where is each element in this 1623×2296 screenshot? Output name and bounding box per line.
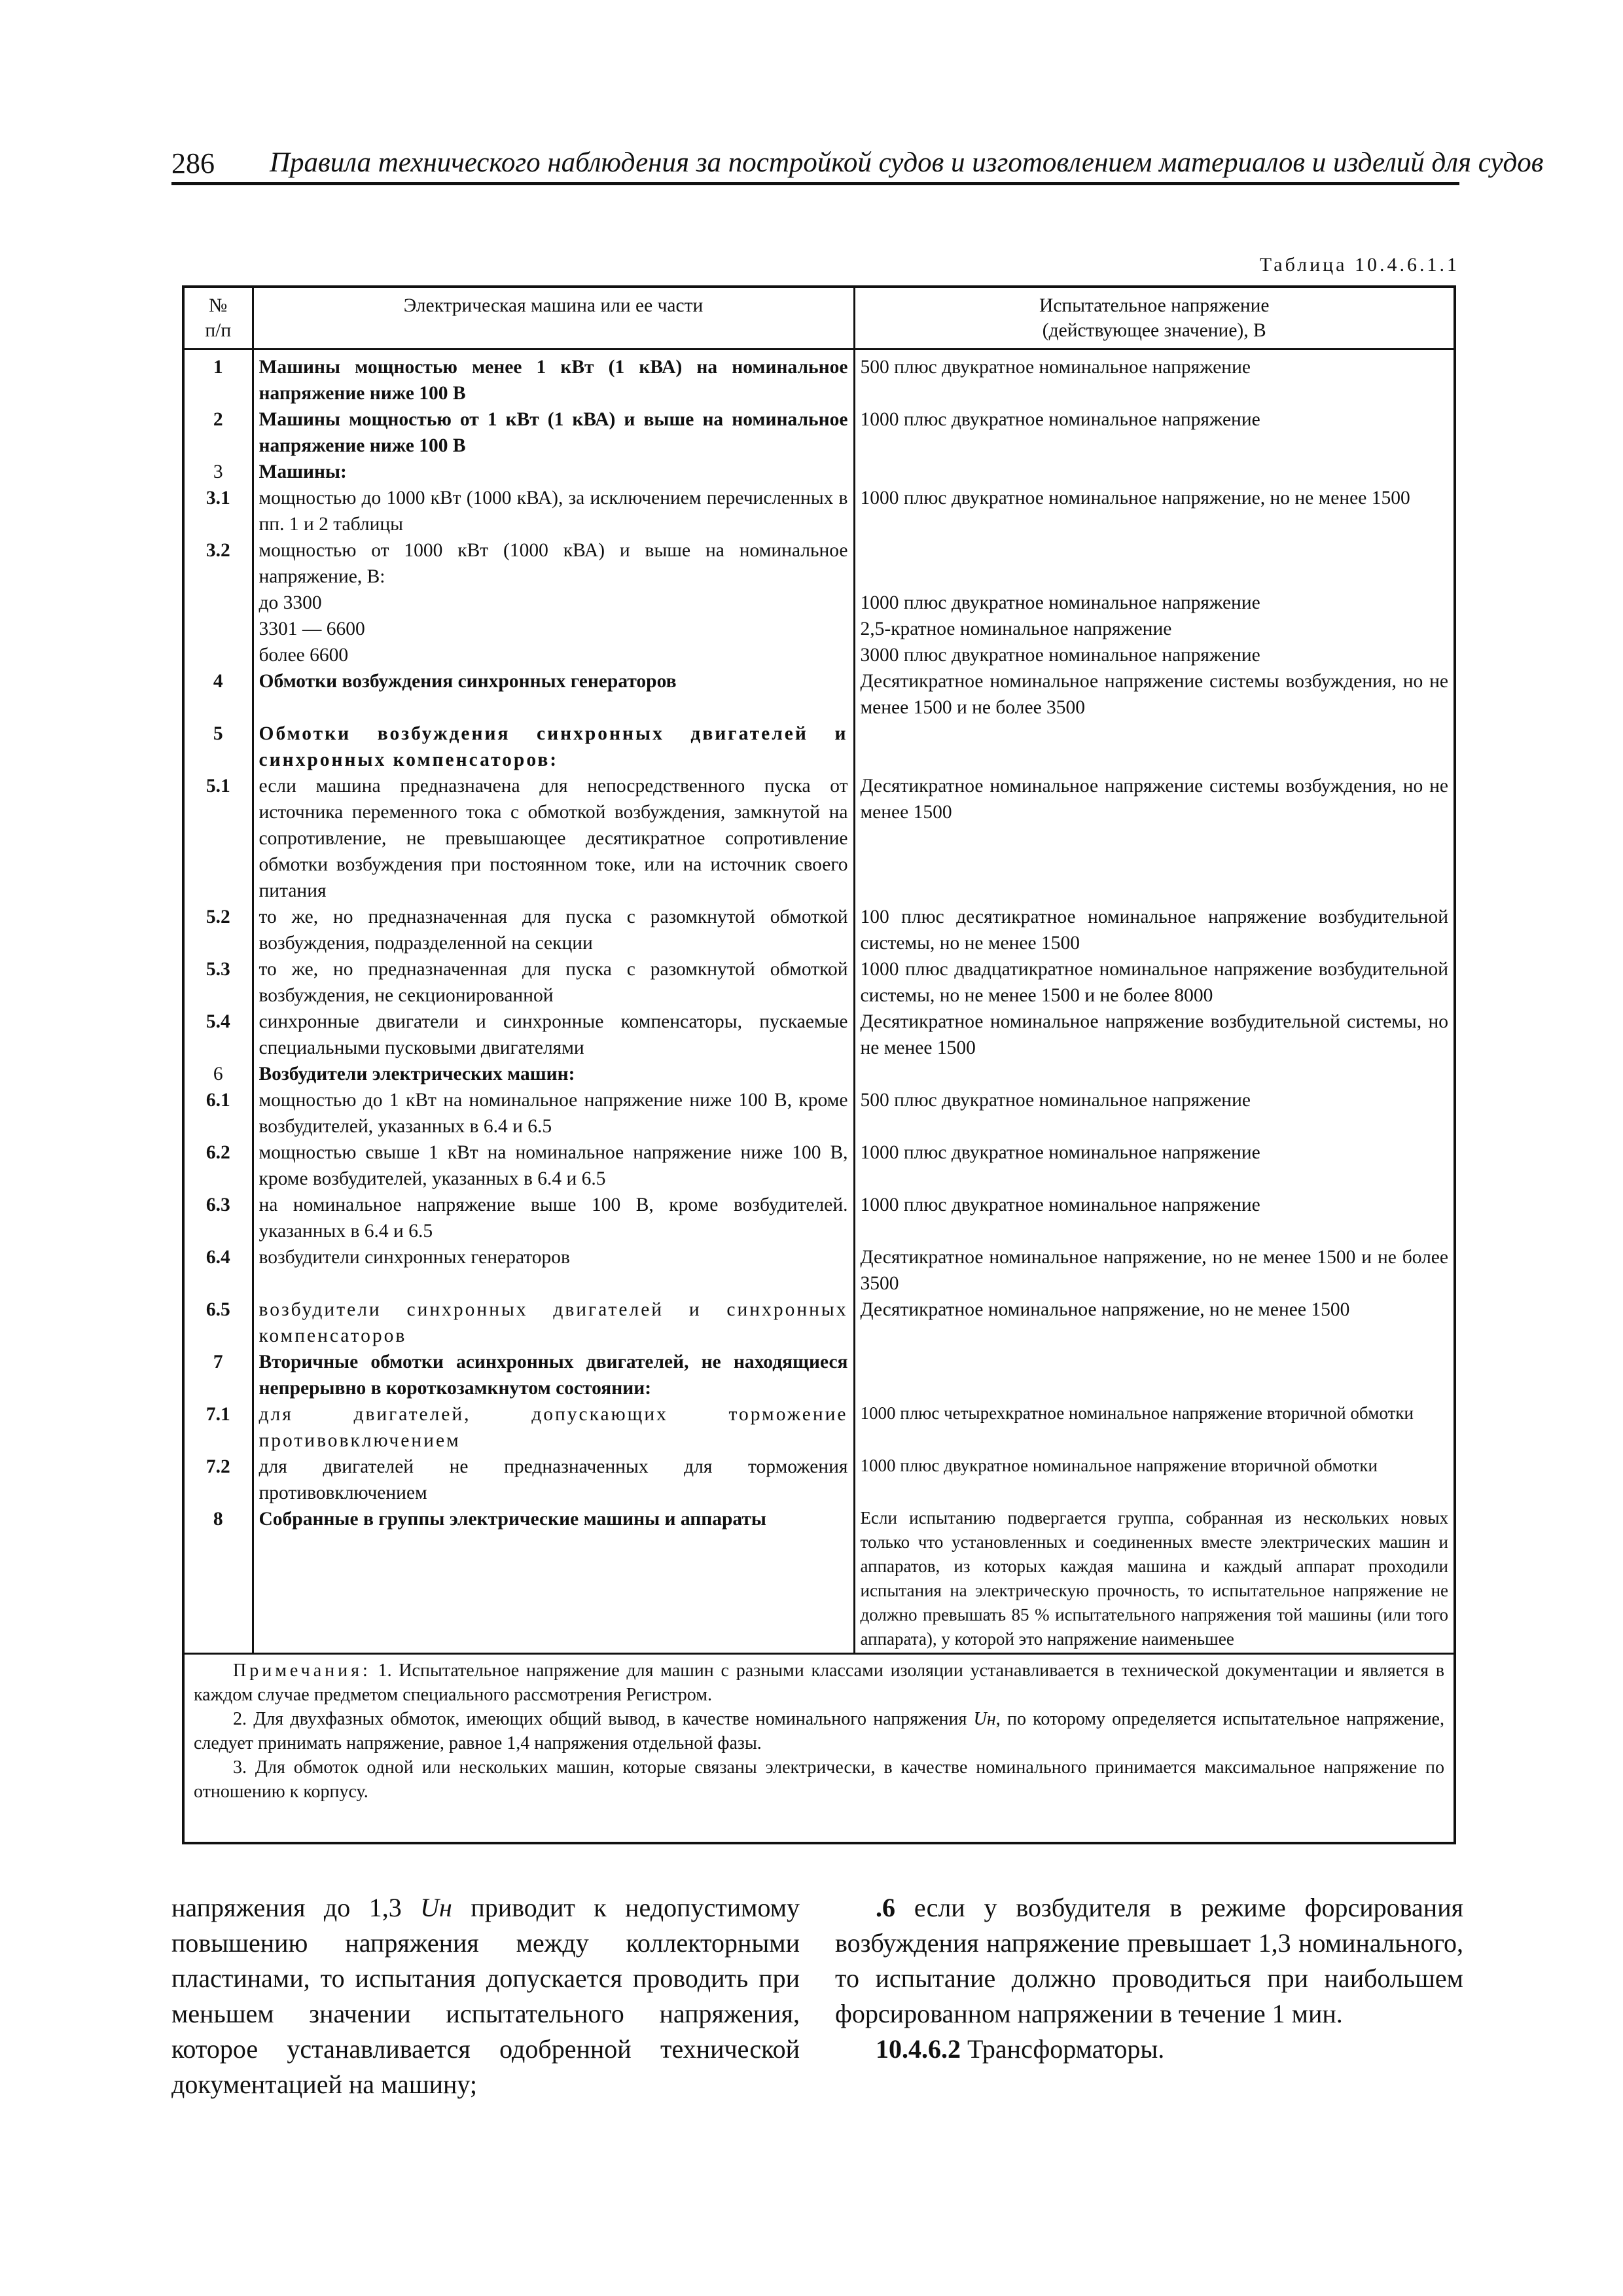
table-row — [185, 350, 1454, 407]
row-value — [854, 721, 1454, 773]
body-right-column — [835, 1890, 1463, 2067]
header-voltage: Испытательное напряжение (действующее значение), В — [854, 288, 1454, 350]
table-row — [185, 537, 1454, 590]
row-value: 1000 плюс двадцатикратное номинальное напряжение возбудительной системы, но не менее 1500 и не более 8000 — [854, 956, 1454, 1009]
notes-label: Примечания: — [233, 1660, 371, 1681]
note-1: Примечания: 1. Испытательное напряжение для машин с разными классами изоляции устанавливается в технической документации и является в каждом случае предметом специального рассмотрения Регистром. — [194, 1660, 1445, 1705]
table-row — [185, 1454, 1454, 1506]
page-header — [171, 143, 1544, 185]
header-part: Электрическая машина или ее части — [253, 288, 854, 350]
row-desc: если машина предназначена для непосредственного пуска от источника переменного тока с обмоткой возбуждения, замкнутой на сопротивление, не превышающее десятикратное сопротивление обмотки возбуждения при постоянном токе, или на источник своего питания — [253, 773, 854, 904]
row-num: 5.1 — [205, 776, 230, 797]
table-row — [185, 1506, 1454, 1653]
row-value: Если испытанию подвергается группа, собранная из нескольких новых только что установленных и соединенных вместе электрических машин и аппаратов, из которых каждая машина и каждый аппарат проходили испытания на электрическую прочность, то испытательное напряжение не должно превышать 85 % испытательного напряжения той машины (или того аппарата), у которой это напряжение наименьшее — [854, 1506, 1454, 1653]
row-desc: мощностью до 1000 кВт (1000 кВА), за исключением перечисленных в пп. 1 и 2 таблицы — [253, 485, 854, 537]
row-num: 6.1 — [205, 1090, 230, 1111]
item-number: .6 — [876, 1893, 895, 1922]
table-row — [185, 1061, 1454, 1087]
row-num: 5 — [213, 723, 223, 744]
table-row — [185, 642, 1454, 668]
row-desc: Машины мощностью от 1 кВт (1 кВА) и выше на номинальное напряжение ниже 100 В — [253, 406, 854, 459]
row-value: 2,5-кратное номинальное напряжение — [854, 616, 1454, 642]
table-row — [185, 721, 1454, 773]
row-value: Десятикратное номинальное напряжение системы возбуждения, но не менее 1500 — [854, 773, 1454, 904]
row-desc: синхронные двигатели и синхронные компенсаторы, пускаемые специальными пусковыми двигателями — [253, 1009, 854, 1061]
table-row — [185, 1297, 1454, 1349]
table-label: Таблица 10.4.6.1.1 — [1259, 254, 1459, 276]
row-value: 1000 плюс двукратное номинальное напряжение — [854, 590, 1454, 616]
table-row — [185, 590, 1454, 616]
body-paragraph: напряжения до 1,3 Uн приводит к недопустимому повышению напряжения между коллекторными пластинами, то испытания допускается проводить при меньшем значении испытательного напряжения, которое устанавливается одобренной технической документацией на машину; — [171, 1893, 800, 2099]
row-num: 7 — [213, 1352, 223, 1372]
table-row — [185, 1192, 1454, 1244]
row-num: 3.2 — [205, 540, 230, 561]
page-number: 286 — [171, 147, 215, 179]
row-num: 6.2 — [205, 1142, 230, 1163]
row-value — [854, 1061, 1454, 1087]
row-num: 2 — [213, 409, 223, 430]
body-paragraph: .6 если у возбудителя в режиме форсирования возбуждения напряжение превышает 1,3 номинального, то испытание должно проводиться при наибольшем форсированном напряжении в течение 1 мин. — [835, 1893, 1464, 2028]
section-heading: 10.4.6.2 Трансформаторы. — [876, 2034, 1165, 2064]
row-num: 7.1 — [205, 1404, 230, 1425]
row-desc: до 3300 — [253, 590, 854, 616]
row-num — [185, 642, 253, 668]
test-voltage-table — [182, 285, 1456, 1844]
row-num: 4 — [213, 671, 223, 692]
body-left-column — [171, 1890, 800, 2102]
row-value — [854, 537, 1454, 590]
table-row — [185, 1009, 1454, 1061]
row-num — [185, 590, 253, 616]
table-row — [185, 773, 1454, 904]
row-desc: 3301 — 6600 — [253, 616, 854, 642]
row-num: 5.2 — [205, 906, 230, 927]
row-desc: возбудители синхронных двигателей и синхронных компенсаторов — [253, 1297, 854, 1349]
row-desc: возбудители синхронных генераторов — [253, 1244, 854, 1297]
table-row — [185, 1244, 1454, 1297]
table-row — [185, 1349, 1454, 1401]
row-num: 3.1 — [205, 488, 230, 509]
row-num: 5.4 — [205, 1011, 230, 1032]
table-row — [185, 406, 1454, 459]
row-value: 1000 плюс двукратное номинальное напряжение — [854, 1139, 1454, 1192]
note-3: 3. Для обмоток одной или нескольких машин, которые связаны электрически, в качестве номинального принимается максимальное напряжение по отношению к корпусу. — [194, 1757, 1444, 1802]
row-desc: мощностью до 1 кВт на номинальное напряжение ниже 100 В, кроме возбудителей, указанных в 6.4 и 6.5 — [253, 1087, 854, 1139]
row-desc: то же, но предназначенная для пуска с разомкнутой обмоткой возбуждения, подразделенной на секции — [253, 904, 854, 956]
row-num: 6 — [213, 1064, 223, 1085]
row-value: 100 плюс десятикратное номинальное напряжение возбудительной системы, но не менее 1500 — [854, 904, 1454, 956]
row-desc: для двигателей, допускающих торможение противовключением — [253, 1401, 854, 1454]
section-number: 10.4.6.2 — [876, 2034, 961, 2064]
row-value: 1000 плюс двукратное номинальное напряжение, но не менее 1500 — [854, 485, 1454, 537]
row-value: 1000 плюс двукратное номинальное напряжение — [854, 1192, 1454, 1244]
row-num: 6.3 — [205, 1194, 230, 1215]
row-value — [854, 459, 1454, 485]
table-row — [185, 956, 1454, 1009]
row-desc: для двигателей не предназначенных для торможения противовключением — [253, 1454, 854, 1506]
table-row — [185, 904, 1454, 956]
row-desc: то же, но предназначенная для пуска с разомкнутой обмоткой возбуждения, не секционированной — [253, 956, 854, 1009]
symbol-u-nominal: Uн — [420, 1893, 452, 1922]
row-desc: более 6600 — [253, 642, 854, 668]
row-value: 500 плюс двукратное номинальное напряжение — [854, 1087, 1454, 1139]
row-desc: Обмотки возбуждения синхронных двигателей и синхронных компенсаторов: — [253, 721, 854, 773]
row-num: 3 — [213, 461, 223, 482]
row-value: Десятикратное номинальное напряжение системы возбуждения, но не менее 1500 и не более 3500 — [854, 668, 1454, 721]
table-row — [185, 1401, 1454, 1454]
table-row — [185, 1139, 1454, 1192]
row-value: 1000 плюс четырехкратное номинальное напряжение вторичной обмотки — [854, 1401, 1454, 1454]
row-desc: Обмотки возбуждения синхронных генераторов — [253, 668, 854, 721]
table-row — [185, 1087, 1454, 1139]
table-row — [185, 485, 1454, 537]
row-value: 1000 плюс двукратное номинальное напряжение вторичной обмотки — [854, 1454, 1454, 1506]
table-row — [185, 459, 1454, 485]
row-desc: мощностью свыше 1 кВт на номинальное напряжение ниже 100 В, кроме возбудителей, указанных в 6.4 и 6.5 — [253, 1139, 854, 1192]
row-num — [185, 616, 253, 642]
row-value: Десятикратное номинальное напряжение возбудительной системы, но не менее 1500 — [854, 1009, 1454, 1061]
row-desc: Вторичные обмотки асинхронных двигателей, не находящиеся непрерывно в короткозамкнутом состоянии: — [253, 1349, 854, 1401]
row-desc: Машины: — [253, 459, 854, 485]
row-value: 3000 плюс двукратное номинальное напряжение — [854, 642, 1454, 668]
row-desc: Возбудители электрических машин: — [253, 1061, 854, 1087]
row-desc: Собранные в группы электрические машины и аппараты — [253, 1506, 854, 1653]
table-row — [185, 668, 1454, 721]
row-desc: Машины мощностью менее 1 кВт (1 кВА) на номинальное напряжение ниже 100 В — [253, 350, 854, 407]
row-desc: мощностью от 1000 кВт (1000 кВА) и выше на номинальное напряжение, В: — [253, 537, 854, 590]
table-header-row — [185, 288, 1454, 350]
row-num: 1 — [213, 357, 223, 378]
symbol-u-nominal: Uн — [973, 1709, 996, 1729]
row-value — [854, 1349, 1454, 1401]
header-num: № п/п — [185, 288, 253, 350]
row-num: 7.2 — [205, 1456, 230, 1477]
row-value: Десятикратное номинальное напряжение, но не менее 1500 и не более 3500 — [854, 1244, 1454, 1297]
table-row — [185, 616, 1454, 642]
table-grid — [185, 288, 1454, 1653]
row-num: 5.3 — [205, 959, 230, 980]
row-num: 8 — [213, 1509, 223, 1530]
running-title: Правила технического наблюдения за постройкой судов и изготовлением материалов и изделий для судов — [270, 147, 1544, 178]
row-num: 6.4 — [205, 1247, 230, 1268]
note-2: 2. Для двухфазных обмоток, имеющих общий вывод, в качестве номинального напряжения Uн, по которому определяется испытательное напряжение, следует принимать напряжение, равное 1,4 напряжения отдельной фазы. — [194, 1709, 1444, 1753]
row-desc: на номинальное напряжение выше 100 В, кроме возбудителей. указанных в 6.4 и 6.5 — [253, 1192, 854, 1244]
row-value: 500 плюс двукратное номинальное напряжение — [854, 350, 1454, 407]
row-value: Десятикратное номинальное напряжение, но не менее 1500 — [854, 1297, 1454, 1349]
table-notes — [185, 1653, 1454, 1810]
row-num: 6.5 — [205, 1299, 230, 1320]
row-value: 1000 плюс двукратное номинальное напряжение — [854, 406, 1454, 459]
